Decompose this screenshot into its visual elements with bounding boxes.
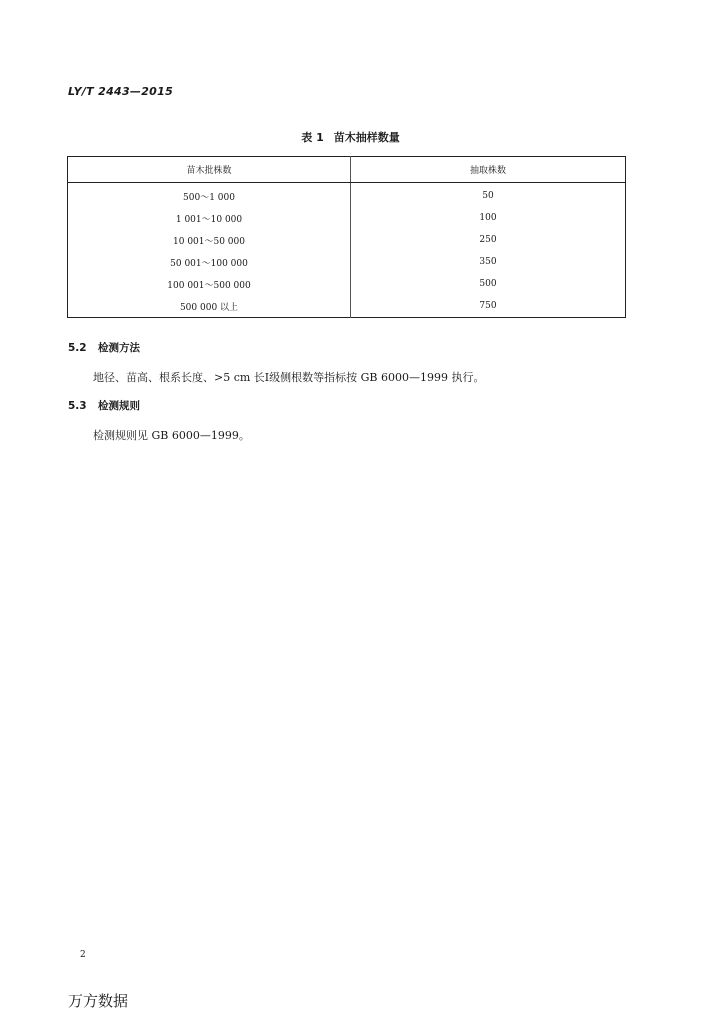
section-number: 5.3 <box>68 400 87 412</box>
section-heading-test-rules <box>68 398 140 413</box>
table-title: 苗木抽样数量 <box>333 131 400 144</box>
sample-count-cell: 50 <box>482 191 494 201</box>
sampling-table <box>67 156 626 318</box>
section-text-test-method: 地径、苗高、根系长度、>5 cm 长Ⅰ级侧根数等指标按 GB 6000—1999 执行。 <box>93 371 485 384</box>
batch-size-cell: 10 001～50 000 <box>68 229 351 251</box>
document-code: LY/T 2443—2015 <box>68 85 174 98</box>
column-header-sample-count: 抽取株数 <box>351 157 626 183</box>
sample-count-cell: 350 <box>479 257 497 267</box>
section-text-test-rules: 检测规则见 GB 6000—1999。 <box>93 429 250 442</box>
batch-size-cell: 100 001～500 000 <box>68 273 351 295</box>
sample-count-cell: 100 <box>479 213 497 223</box>
sample-count-cell: 250 <box>479 235 497 245</box>
column-header-batch-size: 苗木批株数 <box>68 157 351 183</box>
batch-size-cell: 50 001～100 000 <box>68 251 351 273</box>
section-number: 5.2 <box>68 342 87 354</box>
table-row <box>68 273 626 295</box>
section-title: 检测规则 <box>98 400 140 412</box>
section-title: 检测方法 <box>98 342 140 354</box>
table-header-row <box>68 157 626 183</box>
sample-count-cell: 500 <box>479 279 497 289</box>
table-row <box>68 295 626 318</box>
page-number: 2 <box>80 950 86 960</box>
table-number: 表 1 <box>301 131 324 144</box>
source-watermark: 万方数据 <box>68 992 129 1010</box>
batch-size-cell: 500～1 000 <box>68 183 351 208</box>
batch-size-cell: 1 001～10 000 <box>68 207 351 229</box>
table-row <box>68 251 626 273</box>
table-caption <box>0 129 701 145</box>
batch-size-cell: 500 000 以上 <box>68 295 351 318</box>
section-heading-test-method <box>68 340 140 355</box>
table-row <box>68 229 626 251</box>
table-row <box>68 183 626 208</box>
table-row <box>68 207 626 229</box>
sample-count-cell: 750 <box>479 301 497 311</box>
